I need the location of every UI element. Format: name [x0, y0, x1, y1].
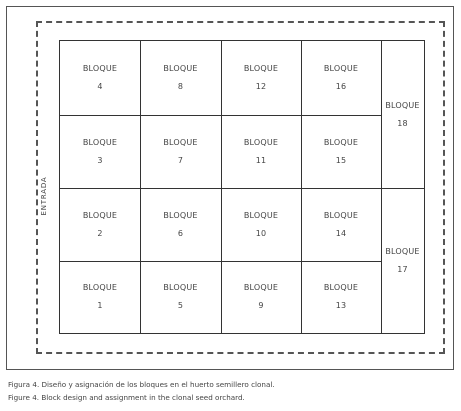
block-cell [140, 115, 221, 188]
block-number: 11 [255, 155, 267, 165]
block-label: BLOQUE [323, 210, 359, 220]
block-number: 18 [397, 118, 408, 128]
block-number: 15 [335, 155, 347, 165]
entrance-label: ENTRADA [40, 176, 48, 216]
block-cell [221, 115, 301, 188]
block-number: 2 [97, 228, 103, 238]
block-cell [221, 41, 301, 115]
block-cell [301, 188, 381, 261]
block-number: 12 [255, 82, 267, 91]
block-label: BLOQUE [82, 283, 118, 292]
block-number: 5 [177, 301, 184, 310]
block-number: 16 [335, 82, 347, 91]
block-label: BLOQUE [243, 137, 279, 147]
block-label: BLOQUE [163, 210, 198, 220]
block-label: BLOQUE [323, 283, 359, 292]
block-number: 9 [258, 301, 264, 310]
block-cell [221, 261, 301, 333]
block-label: BLOQUE [385, 246, 420, 256]
block-cell [301, 261, 381, 333]
block-cell [60, 115, 140, 188]
block-grid [59, 40, 425, 334]
block-label: BLOQUE [243, 64, 279, 73]
block-label: BLOQUE [243, 210, 279, 220]
block-label: BLOQUE [243, 283, 279, 292]
block-label: BLOQUE [323, 64, 359, 73]
block-cell [60, 41, 140, 115]
block-cell [221, 188, 301, 261]
block-label: BLOQUE [163, 283, 198, 292]
block-number: 10 [255, 228, 267, 238]
block-number: 13 [335, 301, 347, 310]
block-cell [301, 115, 381, 188]
block-label: BLOQUE [385, 100, 420, 110]
block-number: 6 [177, 228, 184, 238]
block-cell [60, 188, 140, 261]
block-cell [60, 261, 140, 333]
block-cell [140, 261, 221, 333]
caption-english: Figure 4. Block design and assignment in the clonal seed orchard. [8, 393, 245, 402]
block-number: 7 [177, 155, 184, 165]
block-cell [381, 188, 424, 333]
caption-spanish: Figura 4. Diseño y asignación de los bloques en el huerto semillero clonal. [8, 380, 275, 389]
block-cell [140, 188, 221, 261]
block-label: BLOQUE [82, 210, 118, 220]
block-number: 8 [177, 82, 184, 91]
block-cell [140, 41, 221, 115]
block-label: BLOQUE [82, 64, 118, 73]
block-label: BLOQUE [323, 137, 359, 147]
block-number: 1 [97, 301, 103, 310]
block-cell [301, 41, 381, 115]
block-label: BLOQUE [163, 64, 198, 73]
block-number: 4 [97, 82, 103, 91]
block-number: 14 [335, 228, 347, 238]
block-number: 3 [97, 155, 103, 165]
block-label: BLOQUE [163, 137, 198, 147]
block-label: BLOQUE [82, 137, 118, 147]
block-number: 17 [397, 264, 408, 274]
block-cell [381, 41, 424, 188]
